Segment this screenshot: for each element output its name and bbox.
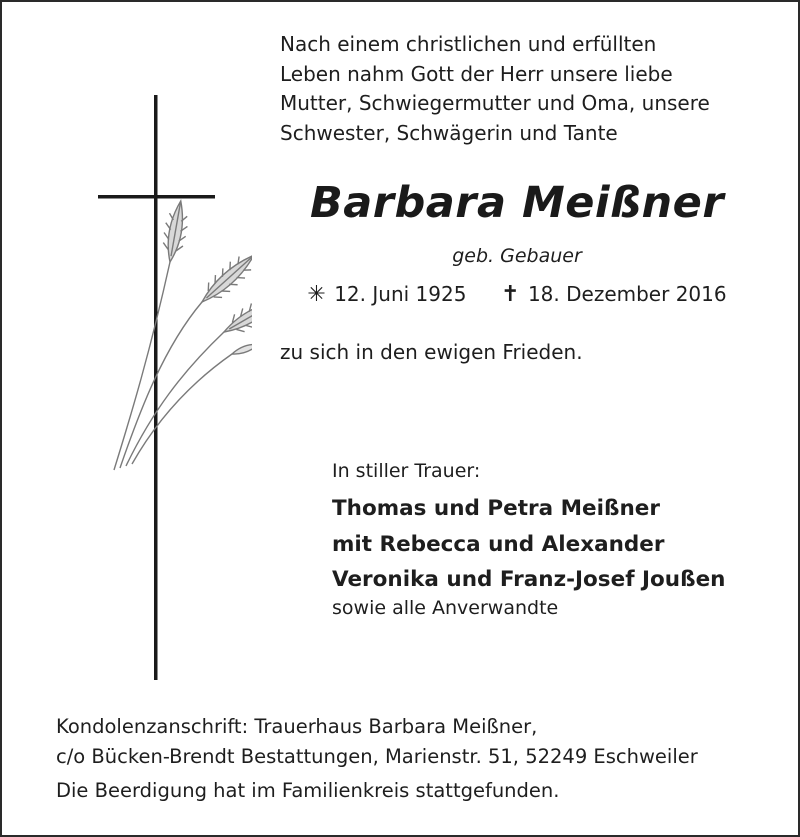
intro-line: Mutter, Schwiegermutter und Oma, unsere: [280, 91, 710, 115]
footer: [56, 712, 698, 806]
mourning-intro: In stiller Trauer:: [332, 460, 481, 482]
maiden-name: geb. Gebauer: [452, 245, 582, 267]
intro-line: Nach einem christlichen und erfüllten: [280, 32, 657, 56]
intro-line: Leben nahm Gott der Herr unsere liebe: [280, 61, 673, 86]
intro-text: [280, 30, 748, 148]
cross-icon: [98, 95, 215, 680]
cross-with-wheat-icon: [92, 92, 252, 692]
burial-note: Die Beerdigung hat im Familienkreis stattgefunden.: [56, 779, 560, 802]
condolence-address: Kondolenzanschrift: Trauerhaus Barbara Meißner,: [56, 715, 538, 738]
deceased-name: Barbara Meißner: [309, 178, 725, 228]
intro-line: Schwester, Schwägerin und Tante: [280, 120, 618, 145]
mourner-line: Veronika und Franz-Josef Joußen: [332, 567, 726, 592]
birth-date: 12. Juni 1925: [334, 282, 467, 306]
funeral-home-address: c/o Bücken-Brendt Bestattungen, Marienstr. 51, 52249 Eschweiler: [56, 745, 698, 768]
mourner-line: Thomas und Petra Meißner: [332, 496, 660, 521]
relatives-text: sowie alle Anverwandte: [332, 597, 559, 619]
mourners-list: [332, 491, 725, 598]
death-date: 18. Dezember 2016: [527, 282, 727, 306]
death-cross-icon: ✝: [501, 282, 520, 307]
life-dates: [302, 282, 732, 307]
wheat-icon: [114, 199, 252, 470]
birth-star-icon: ✳: [307, 282, 326, 307]
peace-text: zu sich in den ewigen Frieden.: [280, 340, 583, 364]
mourner-line: mit Rebecca und Alexander: [332, 531, 665, 557]
